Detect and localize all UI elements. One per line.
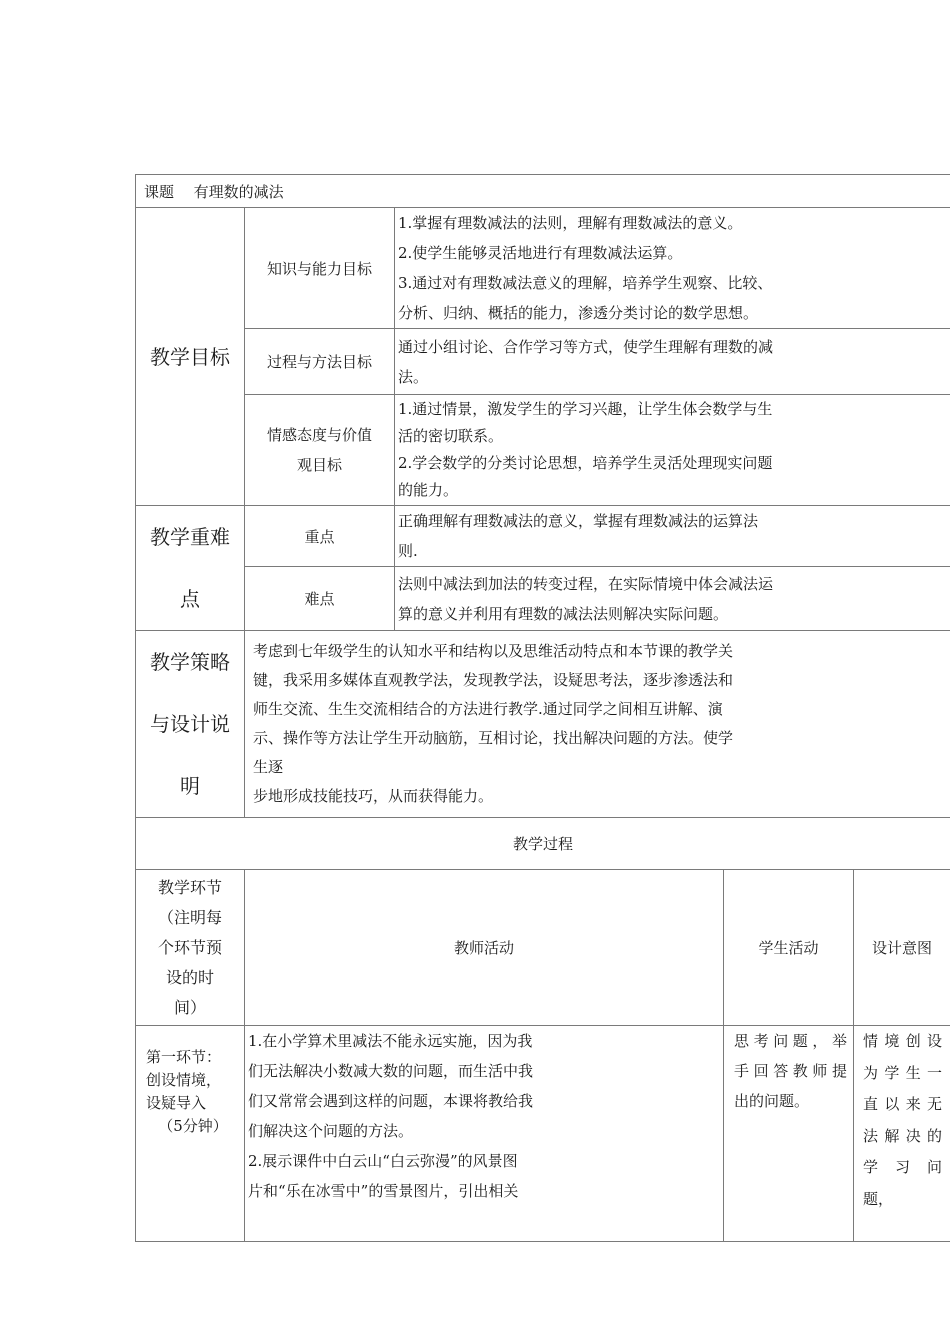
text-line: 出的问题。: [734, 1092, 810, 1110]
process-row-1: [136, 1026, 950, 1242]
text-line: 法。: [398, 367, 429, 386]
intent-column-header: 设计意图: [854, 870, 950, 1026]
text-line: 通过小组讨论、合作学习等方式，使学生理解有理数的减: [398, 337, 774, 356]
stage-column-header: 教学环节 （注明每 个环节预 设的时 间）: [136, 870, 245, 1026]
difficult-content: [395, 567, 950, 631]
process-content: [395, 329, 950, 395]
strategy-content: [245, 631, 950, 818]
student-column-header: 学生活动: [724, 870, 854, 1026]
text-line: 算的意义并利用有理数的减法法则解决实际问题。: [398, 604, 729, 623]
text-line: 示、操作等方法让学生开动脑筋，互相讨论，找出解决问题的方法。使学: [253, 729, 734, 747]
intent-cell: [854, 1026, 950, 1242]
lesson-plan-page: [135, 174, 943, 1242]
lesson-title-value: 有理数的减法: [193, 182, 284, 201]
teacher-column-header: 教师活动: [245, 870, 724, 1026]
text-line: 师生交流、生生交流相结合的方法进行教学.通过同学之间相互讲解、演: [253, 700, 723, 718]
knowledge-label: 知识与能力目标: [245, 208, 395, 329]
text-line: 法则中减法到加法的转变过程，在实际情境中体会减法运: [398, 574, 774, 593]
text-line: 题，: [863, 1189, 894, 1208]
teacher-activity-cell: [245, 1026, 724, 1242]
process-heading-row: [136, 818, 950, 870]
text-line: 们无法解决小数减大数的问题，而生活中我: [248, 1062, 534, 1080]
text-line: 活的密切联系。: [398, 427, 504, 445]
text-line: 们解决这个问题的方法。: [248, 1122, 414, 1140]
lesson-title-cell: [136, 175, 950, 208]
text-line: 1.通过情景，激发学生的学习兴趣，让学生体会数学与生: [398, 400, 773, 418]
title-row: [136, 175, 950, 208]
text-line: 思考问题，举: [734, 1032, 847, 1050]
text-line: 键，我采用多媒体直观教学法，发现教学法，设疑思考法，逐步渗透法和: [253, 671, 734, 689]
objectives-heading: 教学目标: [136, 208, 245, 506]
text-line: 2.展示课件中白云山“白云弥漫”的风景图: [248, 1152, 518, 1170]
lesson-title-label: 课题: [144, 182, 175, 201]
keypoints-heading: 教学重难 点: [136, 506, 245, 631]
student-activity-cell: [724, 1026, 854, 1242]
keypoint-row: [136, 506, 950, 567]
text-line: 正确理解有理数减法的意义，掌握有理数减法的运算法: [398, 512, 759, 531]
text-line: 则.: [398, 542, 418, 561]
text-line: 1.在小学算术里减法不能永远实施，因为我: [248, 1032, 533, 1050]
key-label: 重点: [245, 506, 395, 567]
text-line: 1.掌握有理数减法的法则，理解有理数减法的意义。: [398, 214, 743, 232]
text-line: 为学生一: [863, 1063, 943, 1082]
difficult-row: [136, 567, 950, 631]
process-label: 过程与方法目标: [245, 329, 395, 395]
objective-emotion-row: [136, 395, 950, 506]
text-line: 直以来无: [863, 1095, 943, 1113]
stage-1-cell: 第一环节： 创设情境， 设疑导入 （5分钟）: [136, 1026, 245, 1242]
lesson-plan-table: [135, 174, 950, 1242]
text-line: 3.通过对有理数减法意义的理解，培养学生观察、比较、: [398, 274, 773, 292]
text-line: 生逐: [253, 758, 284, 776]
text-line: 考虑到七年级学生的认知水平和结构以及思维活动特点和本节课的教学关: [253, 642, 734, 660]
strategy-row: [136, 631, 950, 818]
strategy-heading: 教学策略 与设计说 明: [136, 631, 245, 818]
process-columns-row: [136, 870, 950, 1026]
text-line: 的能力。: [398, 481, 459, 499]
knowledge-content: [395, 208, 950, 329]
text-line: 学习问: [863, 1158, 943, 1176]
key-content: [395, 506, 950, 567]
text-line: 分析、归纳、概括的能力，渗透分类讨论的数学思想。: [398, 304, 759, 322]
objective-process-row: [136, 329, 950, 395]
difficult-label: 难点: [245, 567, 395, 631]
text-line: 2.学会数学的分类讨论思想，培养学生灵活处理现实问题: [398, 454, 773, 472]
text-line: 步地形成技能技巧，从而获得能力。: [253, 787, 494, 805]
text-line: 2.使学生能够灵活地进行有理数减法运算。: [398, 244, 683, 262]
emotion-label: 情感态度与价值 观目标: [245, 395, 395, 506]
text-line: 们又常常会遇到这样的问题，本课将教给我: [248, 1092, 534, 1110]
text-line: 情境创设: [863, 1032, 943, 1050]
emotion-content: [395, 395, 950, 506]
process-heading: 教学过程: [136, 818, 950, 870]
text-line: 法解决的: [863, 1126, 943, 1145]
text-line: 手回答教师提: [734, 1062, 847, 1080]
text-line: 片和“乐在冰雪中”的雪景图片，引出相关: [248, 1182, 519, 1200]
objective-knowledge-row: [136, 208, 950, 329]
